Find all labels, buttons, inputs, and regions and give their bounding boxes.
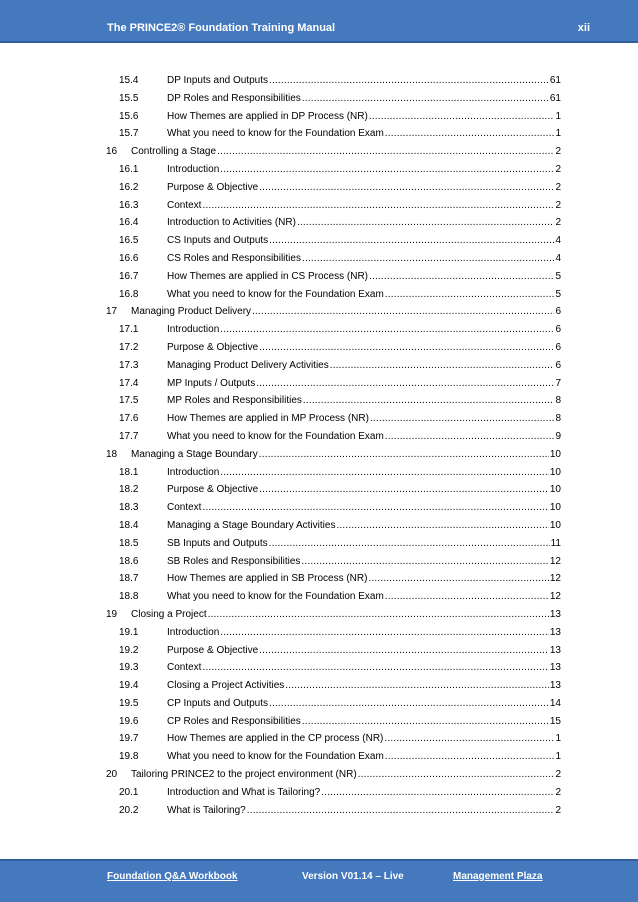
toc-section-entry[interactable]	[106, 784, 561, 802]
toc-entry-title: DP Inputs and Outputs	[167, 75, 268, 86]
toc-entry-title: Managing Product Delivery	[131, 306, 252, 318]
toc-chapter-entry[interactable]	[106, 606, 561, 624]
toc-entry-number: 15.4	[119, 75, 139, 86]
toc-entry-number: 20	[106, 769, 118, 781]
toc-entry-page: 2	[555, 804, 561, 816]
toc-section-entry[interactable]	[106, 72, 561, 90]
toc-dot-leader	[358, 766, 555, 784]
footer-publisher-link[interactable]: Management Plaza	[453, 871, 543, 882]
toc-entry-number: 19.2	[119, 644, 139, 656]
toc-entry-page: 7	[555, 377, 561, 389]
toc-section-entry[interactable]	[106, 624, 561, 642]
toc-entry-number: 16.4	[119, 217, 139, 229]
toc-section-entry[interactable]	[106, 286, 561, 304]
toc-dot-leader	[259, 446, 549, 464]
toc-section-entry[interactable]	[106, 321, 561, 339]
toc-entry-title: What you need to know for the Foundation Exam	[167, 288, 384, 300]
toc-chapter-entry[interactable]	[106, 143, 561, 161]
toc-entry-title: SB Roles and Responsibilities	[167, 555, 301, 567]
toc-entry-title: MP Inputs / Outputs	[167, 377, 256, 389]
toc-section-entry[interactable]	[106, 553, 561, 571]
toc-entry-page: 2	[555, 146, 561, 158]
toc-section-entry[interactable]	[106, 748, 561, 766]
toc-section-entry[interactable]	[106, 108, 561, 126]
toc-entry-title: Purpose & Objective	[167, 181, 259, 193]
toc-entry-title: What is Tailoring?	[167, 804, 246, 816]
toc-dot-leader	[202, 659, 548, 677]
footer-version: Version V01.14 – Live	[302, 871, 404, 882]
toc-entry-page: 15	[549, 715, 561, 727]
toc-entry-number: 18.8	[119, 591, 139, 603]
toc-entry-number: 15.6	[119, 110, 139, 122]
toc-entry-page: 2	[555, 786, 561, 798]
toc-entry-number: 18.3	[119, 502, 139, 514]
toc-entry-number: 19.7	[119, 733, 139, 745]
toc-entry-page: 1	[555, 751, 561, 763]
toc-chapter-entry[interactable]	[106, 766, 561, 784]
toc-dot-leader	[302, 250, 554, 268]
toc-dot-leader	[247, 802, 555, 820]
toc-dot-leader	[259, 179, 554, 197]
toc-entry-page: 8	[555, 395, 561, 407]
toc-dot-leader	[220, 464, 549, 482]
toc-entry-title: Context	[167, 662, 202, 674]
toc-entry-number: 20.1	[119, 786, 139, 798]
toc-entry-number: 17.2	[119, 341, 139, 353]
toc-section-entry[interactable]	[106, 517, 561, 535]
toc-entry-title: CS Roles and Responsibilities	[167, 252, 301, 264]
toc-entry-number: 18.4	[119, 519, 139, 531]
toc-section-entry[interactable]	[106, 659, 561, 677]
toc-dot-leader	[269, 72, 549, 90]
toc-section-entry[interactable]	[106, 428, 561, 446]
toc-entry-page: 10	[549, 466, 561, 478]
toc-entry-number: 18.6	[119, 555, 139, 567]
toc-dot-leader	[302, 713, 549, 731]
toc-entry-page: 13	[549, 680, 561, 692]
toc-entry-title: Closing a Project	[131, 608, 207, 620]
toc-entry-number: 15.5	[119, 92, 139, 104]
toc-entry-title: Managing Product Delivery Activities	[167, 359, 329, 371]
toc-section-entry[interactable]	[106, 214, 561, 232]
toc-entry-title: Managing a Stage Boundary Activities	[167, 519, 336, 531]
toc-entry-page: 14	[549, 697, 561, 709]
toc-dot-leader	[370, 410, 555, 428]
page-header	[0, 0, 638, 43]
toc-entry-title: What you need to know for the Foundation Exam	[167, 128, 384, 140]
toc-dot-leader	[220, 321, 554, 339]
toc-entry-page: 61	[549, 92, 561, 104]
toc-entry-title: Purpose & Objective	[167, 484, 259, 496]
toc-entry-title: Introduction	[167, 626, 220, 638]
toc-entry-page: 2	[555, 217, 561, 229]
toc-entry-page: 6	[555, 359, 561, 371]
toc-entry-title: What you need to know for the Foundation Exam	[167, 751, 384, 763]
toc-entry-page: 1	[555, 733, 561, 745]
toc-dot-leader	[385, 748, 555, 766]
toc-section-entry[interactable]	[106, 410, 561, 428]
toc-entry-title: Context	[167, 199, 202, 211]
toc-entry-page: 5	[555, 270, 561, 282]
toc-section-entry[interactable]	[106, 464, 561, 482]
toc-entry-title: Introduction	[167, 324, 220, 336]
page-footer	[0, 859, 638, 902]
toc-dot-leader	[301, 553, 548, 571]
toc-entry-page: 13	[549, 662, 561, 674]
toc-dot-leader	[208, 606, 549, 624]
toc-section-entry[interactable]	[106, 713, 561, 731]
toc-entry-page: 12	[549, 591, 561, 603]
toc-dot-leader	[256, 375, 554, 393]
toc-dot-leader	[368, 570, 548, 588]
toc-entry-number: 16.5	[119, 235, 139, 247]
toc-entry-title: Controlling a Stage	[131, 146, 217, 158]
toc-dot-leader	[369, 108, 555, 126]
toc-dot-leader	[369, 268, 554, 286]
toc-dot-leader	[202, 499, 548, 517]
toc-dot-leader	[217, 143, 554, 161]
toc-entry-number: 16.7	[119, 270, 139, 282]
toc-entry-page: 13	[549, 608, 561, 620]
toc-dot-leader	[259, 481, 549, 499]
toc-entry-number: 17.6	[119, 413, 139, 425]
toc-entry-page: 4	[555, 235, 561, 247]
toc-section-entry[interactable]	[106, 268, 561, 286]
toc-entry-number: 19.8	[119, 751, 139, 763]
toc-entry-number: 19.4	[119, 680, 139, 692]
toc-dot-leader	[220, 161, 554, 179]
toc-entry-number: 17.1	[119, 324, 139, 336]
toc-dot-leader	[385, 286, 555, 304]
toc-dot-leader	[302, 90, 549, 108]
toc-section-entry[interactable]	[106, 179, 561, 197]
toc-entry-title: SB Inputs and Outputs	[167, 537, 268, 549]
toc-entry-number: 19.5	[119, 697, 139, 709]
toc-entry-title: Introduction	[167, 163, 220, 175]
toc-entry-page: 1	[555, 128, 561, 140]
toc-entry-page: 10	[549, 519, 561, 531]
toc-entry-number: 19.1	[119, 626, 139, 638]
toc-entry-number: 16.2	[119, 181, 139, 193]
toc-entry-number: 17.7	[119, 430, 139, 442]
toc-section-entry[interactable]	[106, 125, 561, 143]
toc-entry-number: 17.4	[119, 377, 139, 389]
toc-section-entry[interactable]	[106, 339, 561, 357]
toc-entry-page: 13	[549, 626, 561, 638]
toc-entry-page: 1	[555, 110, 561, 122]
toc-entry-page: 8	[555, 413, 561, 425]
toc-entry-number: 17.5	[119, 395, 139, 407]
toc-section-entry[interactable]	[106, 90, 561, 108]
toc-dot-leader	[385, 588, 549, 606]
toc-section-entry[interactable]	[106, 570, 561, 588]
toc-entry-title: CS Inputs and Outputs	[167, 235, 269, 247]
toc-entry-number: 19.6	[119, 715, 139, 727]
toc-entry-number: 16.6	[119, 252, 139, 264]
toc-entry-number: 18.5	[119, 537, 139, 549]
toc-dot-leader	[303, 392, 555, 410]
toc-entry-page: 2	[555, 769, 561, 781]
toc-section-entry[interactable]	[106, 250, 561, 268]
toc-entry-page: 11	[550, 537, 561, 549]
toc-entry-title: DP Roles and Responsibilities	[167, 92, 301, 104]
toc-entry-number: 16.8	[119, 288, 139, 300]
toc-entry-page: 12	[549, 573, 561, 585]
table-of-contents	[106, 72, 561, 819]
toc-dot-leader	[252, 303, 554, 321]
toc-entry-page: 6	[555, 341, 561, 353]
toc-section-entry[interactable]	[106, 802, 561, 820]
toc-entry-title: Context	[167, 502, 202, 514]
toc-entry-title: Managing a Stage Boundary	[131, 448, 258, 460]
toc-section-entry[interactable]	[106, 357, 561, 375]
toc-dot-leader	[259, 339, 554, 357]
toc-entry-number: 16	[106, 146, 118, 158]
toc-section-entry[interactable]	[106, 588, 561, 606]
toc-dot-leader	[259, 642, 549, 660]
header-title: The PRINCE2® Foundation Training Manual	[107, 22, 336, 34]
toc-entry-title: Tailoring PRINCE2 to the project environment (NR)	[131, 769, 357, 781]
toc-entry-number: 17	[106, 306, 118, 318]
toc-entry-page: 2	[555, 199, 561, 211]
toc-entry-number: 15.7	[119, 128, 139, 140]
toc-entry-title: CP Inputs and Outputs	[167, 697, 268, 709]
toc-dot-leader	[330, 357, 555, 375]
toc-entry-title: Closing a Project Activities	[167, 680, 285, 692]
toc-entry-title: How Themes are applied in MP Process (NR)	[167, 413, 369, 425]
toc-entry-number: 17.3	[119, 359, 139, 371]
toc-dot-leader	[269, 695, 549, 713]
toc-entry-page: 6	[555, 306, 561, 318]
toc-entry-number: 20.2	[119, 804, 139, 816]
toc-entry-page: 10	[549, 448, 561, 460]
toc-entry-page: 5	[555, 288, 561, 300]
toc-entry-title: Introduction and What is Tailoring?	[167, 786, 321, 798]
toc-dot-leader	[202, 197, 554, 215]
toc-entry-title: What you need to know for the Foundation Exam	[167, 591, 384, 603]
toc-entry-number: 18	[106, 448, 118, 460]
toc-section-entry[interactable]	[106, 161, 561, 179]
toc-entry-title: Introduction	[167, 466, 220, 478]
toc-section-entry[interactable]	[106, 730, 561, 748]
toc-entry-page: 61	[549, 75, 561, 86]
toc-dot-leader	[269, 535, 550, 553]
toc-dot-leader	[385, 125, 555, 143]
toc-dot-leader	[220, 624, 549, 642]
toc-entry-page: 10	[549, 502, 561, 514]
toc-dot-leader	[285, 677, 549, 695]
toc-section-entry[interactable]	[106, 232, 561, 250]
toc-entry-page: 9	[555, 430, 561, 442]
toc-dot-leader	[297, 214, 555, 232]
toc-entry-number: 18.1	[119, 466, 139, 478]
toc-section-entry[interactable]	[106, 197, 561, 215]
toc-entry-page: 2	[555, 181, 561, 193]
footer-workbook-link[interactable]: Foundation Q&A Workbook	[107, 871, 238, 882]
toc-entry-title: What you need to know for the Foundation Exam	[167, 430, 384, 442]
toc-entry-title: How Themes are applied in the CP process (NR)	[167, 733, 384, 745]
toc-entry-title: Introduction to Activities (NR)	[167, 217, 296, 229]
toc-chapter-entry[interactable]	[106, 446, 561, 464]
toc-section-entry[interactable]	[106, 677, 561, 695]
toc-chapter-entry[interactable]	[106, 303, 561, 321]
header-page-number: xii	[577, 22, 590, 34]
toc-entry-page: 10	[549, 484, 561, 496]
toc-entry-number: 16.1	[119, 163, 139, 175]
toc-dot-leader	[336, 517, 548, 535]
toc-entry-number: 19	[106, 608, 118, 620]
toc-entry-page: 4	[555, 252, 561, 264]
toc-entry-page: 12	[549, 555, 561, 567]
toc-dot-leader	[321, 784, 554, 802]
toc-entry-number: 18.2	[119, 484, 139, 496]
toc-entry-number: 16.3	[119, 199, 139, 211]
toc-entry-title: Purpose & Objective	[167, 644, 259, 656]
toc-section-entry[interactable]	[106, 535, 561, 553]
toc-section-entry[interactable]	[106, 392, 561, 410]
toc-entry-page: 13	[549, 644, 561, 656]
toc-entry-title: How Themes are applied in SB Process (NR)	[167, 573, 368, 585]
toc-section-entry[interactable]	[106, 375, 561, 393]
toc-section-entry[interactable]	[106, 695, 561, 713]
toc-dot-leader	[384, 730, 554, 748]
toc-entry-title: CP Roles and Responsibilities	[167, 715, 301, 727]
toc-section-entry[interactable]	[106, 481, 561, 499]
toc-entry-title: How Themes are applied in CS Process (NR)	[167, 270, 369, 282]
toc-entry-title: MP Roles and Responsibilities	[167, 395, 302, 407]
toc-entry-page: 6	[555, 324, 561, 336]
toc-entry-number: 18.7	[119, 573, 139, 585]
toc-dot-leader	[269, 232, 554, 250]
toc-entry-title: How Themes are applied in DP Process (NR)	[167, 110, 368, 122]
toc-dot-leader	[385, 428, 555, 446]
toc-section-entry[interactable]	[106, 499, 561, 517]
toc-entry-title: Purpose & Objective	[167, 341, 259, 353]
toc-entry-number: 19.3	[119, 662, 139, 674]
toc-entry-page: 2	[555, 163, 561, 175]
toc-section-entry[interactable]	[106, 642, 561, 660]
